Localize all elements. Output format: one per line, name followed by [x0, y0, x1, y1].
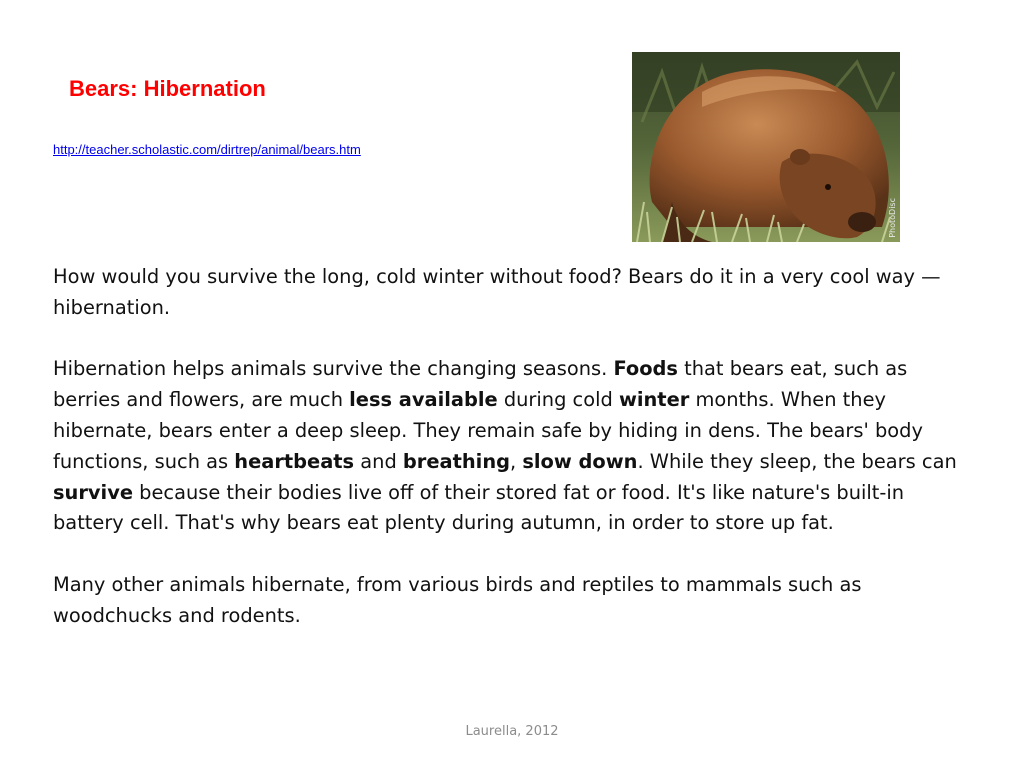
- slide-title: Bears: Hibernation: [69, 76, 266, 101]
- paragraph-text: during cold: [497, 388, 619, 412]
- bold-term: less available: [349, 388, 498, 412]
- paragraph-text: that bears eat, such as berries and flowers, are much: [53, 357, 908, 412]
- paragraph: [53, 570, 958, 632]
- bold-term: breathing: [402, 449, 511, 473]
- paragraph-text: How would you survive the long, cold winter without food? Bears do it in a very cool way — hibernation.: [53, 265, 941, 319]
- bold-term: Foods: [613, 357, 678, 381]
- paragraph-text: and: [354, 449, 403, 473]
- paragraph: [53, 354, 958, 539]
- bear-photo-icon: [632, 52, 900, 242]
- paragraph-text: Hibernation helps animals survive the changing seasons.: [53, 357, 614, 381]
- body-text: [53, 262, 958, 662]
- paragraph-text: . While they sleep, the bears can: [637, 449, 957, 473]
- paragraph: [53, 262, 958, 324]
- photo-credit: PhotoDisc: [888, 198, 897, 238]
- source-link[interactable]: http://teacher.scholastic.com/dirtrep/animal/bears.htm: [53, 142, 361, 157]
- bold-term: heartbeats: [234, 449, 355, 473]
- paragraph-text: Many other animals hibernate, from various birds and reptiles to mammals such as woodchucks and rodents.: [53, 572, 862, 627]
- footer-credit: Laurella, 2012: [465, 724, 559, 739]
- bold-term: survive: [53, 480, 133, 504]
- paragraph-text: because their bodies live off of their stored fat or food. It's like nature's built-in battery cell. That's why bears eat plenty during autumn, in order to store up fat.: [53, 480, 905, 535]
- bear-photo: [632, 52, 900, 242]
- bold-term: slow down: [522, 449, 638, 473]
- paragraph-text: ,: [510, 449, 523, 473]
- paragraph-text: months. When they hibernate, bears enter a deep sleep. They remain safe by hiding in dens. The bears' body functions, such as: [53, 388, 923, 473]
- bold-term: winter: [618, 388, 690, 412]
